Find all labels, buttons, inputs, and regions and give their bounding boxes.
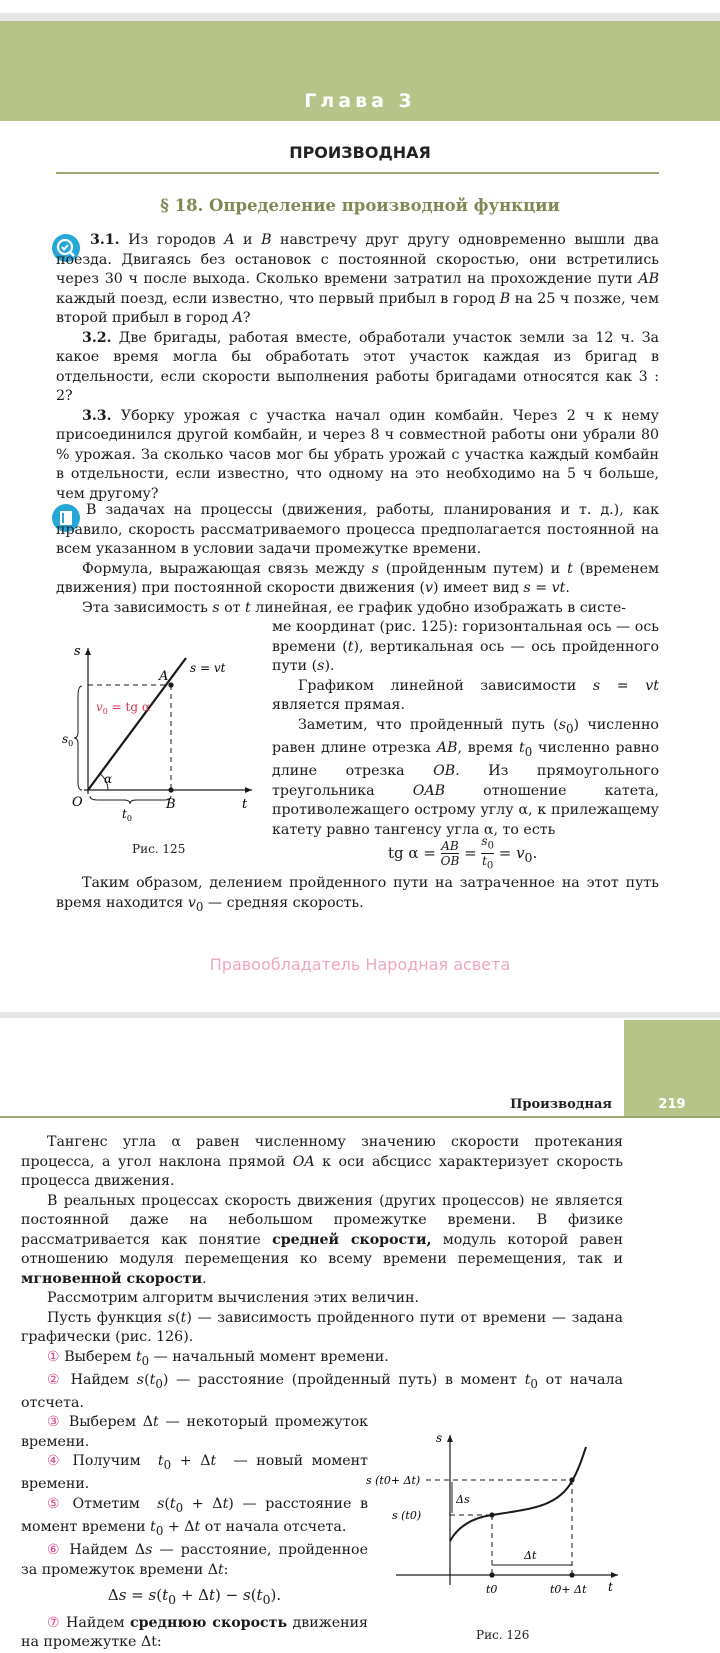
- page-number: 219: [658, 1097, 686, 1112]
- label-t0: t0: [486, 1583, 498, 1596]
- s0-brace: [74, 686, 82, 790]
- label-st0dt: s (t0+ Δt): [366, 1474, 421, 1487]
- chapter-title: ПРОИЗВОДНАЯ: [289, 143, 431, 162]
- label-A: A: [159, 669, 169, 684]
- label-alpha: α: [104, 772, 113, 786]
- chapter-label: Глава 3: [304, 90, 416, 112]
- page2-p3: Рассмотрим алгоритм вычисления этих величин.: [47, 1290, 420, 1306]
- header-rule: [0, 1116, 720, 1118]
- theory-p3-start: Эта зависимость s от t линейная, ее график удобно изображать в систе-: [82, 599, 627, 616]
- t-axis-arrow: [245, 787, 252, 793]
- page-gap-top: [0, 13, 720, 21]
- page2-p1: Тангенс угла α равен численному значению скорости протекания процесса, а угол наклона прямой OA к оси абсцисс характеризует скорость процесса движения.: [21, 1134, 623, 1189]
- step-4: ④ Получим $t_0 + \Delta t$ — новый момент времени.: [21, 1453, 368, 1493]
- page-gap: [0, 1012, 720, 1018]
- page2-text: [21, 1133, 623, 1414]
- tangent-formula: tg α = $\frac{AB}{OB}$ = $\frac{s_0}{t_0}$ = $v_0$.: [388, 834, 538, 872]
- label-s: s: [74, 644, 81, 659]
- problem-3-2: 3.2. Две бригады, работая вместе, обработали участок земли за 12 ч. За какое время могла бы обработать этот участок каждая из бригад в отдельности, если скорости выполнения работы бригадами относятся как 3 : 2?: [56, 329, 659, 404]
- running-title: Производная: [510, 1097, 612, 1112]
- label-t: t: [242, 797, 248, 812]
- label-s: s: [436, 1431, 443, 1445]
- delta-s-formula: $\Delta s = s(t_0 + \Delta t) - s(t_0)$.: [107, 1586, 282, 1608]
- label-B: B: [166, 797, 176, 812]
- step-5: ⑤ Отметим $s(t_0 + \Delta t)$ — расстояние в момент времени $t_0 + \Delta t$ от начала отсчета.: [21, 1495, 368, 1538]
- t-axis-arrow: [611, 1572, 618, 1578]
- page2-p2: В реальных процессах скорость движения (других процессов) не является постоянной даже на небольшом промежутке времени. В физике рассматривается как понятие средней скорости, модуль которой равен отношению модуля перемещения ко всему времени перемещения, так и мгновенной скорости.: [21, 1192, 623, 1287]
- theory-p5: Заметим, что пройденный путь $(s_0)$ численно равен длине отрезка AB, время $t_0$ численно равно длине отрезка OB. Из прямоугольного треугольника OAB отношение катета, противолежащего острому углу α, к прилежащему катету равно тангенсу угла α, то есть: [272, 716, 659, 838]
- fig125-caption: Рис. 125: [132, 842, 186, 856]
- problem-3-3: 3.3. Уборку урожая с участка начал один комбайн. Через 2 ч к нему присоединился другой комбайн, и через 8 ч совместной работы они убрали 80 % урожая. За сколько часов мог бы убрать урожай с участка каждый комбайн в отдельности, если известно, что одному на это необходимо на 5 ч больше, чем другому?: [56, 407, 659, 502]
- point-st0dt: [569, 1477, 574, 1482]
- s-axis-arrow: [447, 1435, 453, 1442]
- problems-block: [56, 231, 659, 504]
- label-s0: $s_0$: [62, 732, 74, 748]
- section-title: § 18. Определение производной функции: [160, 196, 560, 215]
- label-line: s = vt: [190, 661, 226, 675]
- point-t0dt: [569, 1572, 574, 1577]
- label-v0-tga: $v_0$ = tg α: [96, 700, 150, 716]
- problem-3-1: 3.1. Из городов A и B навстречу друг другу одновременно вышли два поезда. Двигаясь без остановок с постоянной скоростью, они встретились через 30 ч после выхода. Сколько времени затратил на прохождение пути AB каждый поезд, если известно, что первый прибыл в город B на 25 ч позже, чем второй прибыл в город A?: [56, 232, 659, 326]
- figure-125: [56, 640, 256, 823]
- step-1: ① Выберем $t_0$ — начальный момент времени.: [47, 1348, 389, 1368]
- theory-p1: В задачах на процессы (движения, работы, планирования и т. д.), как правило, скорость рассматриваемого процесса предполагается постоянной на всем указанном в условии задачи промежутке времени.: [56, 502, 659, 557]
- t0-brace: [90, 796, 171, 804]
- theory-p3-rest: ме координат (рис. 125): горизонтальная ось — ось времени (t), вертикальная ось — ось пройденного пути (s).: [272, 619, 659, 674]
- top-margin: [0, 0, 720, 10]
- step-6: ⑥ Найдем Δs — расстояние, пройденное за промежуток времени Δt:: [21, 1542, 368, 1578]
- theory-block-1: [56, 501, 659, 618]
- step-3: ③ Выберем Δt — некоторый промежуток времени.: [21, 1414, 368, 1450]
- point-B: [168, 787, 173, 792]
- label-O: O: [72, 795, 83, 810]
- step-2: ② Найдем $s(t_0)$ — расстояние (пройденный путь) в момент $t_0$ от начала отсчета.: [21, 1371, 623, 1412]
- theory-p6: Таким образом, делением пройденного пути на затраченное на этот путь время находится $v_0$ — средняя скорость.: [56, 875, 659, 914]
- label-ds: Δs: [456, 1493, 470, 1506]
- label-dt: Δt: [524, 1549, 537, 1562]
- page2-p4: Пусть функция s(t) — зависимость пройденного пути от времени — задана графически (рис. 126).: [21, 1309, 623, 1345]
- step-7: ⑦ Найдем среднюю скорость движения на промежутке Δt:: [21, 1614, 368, 1651]
- theory-p4: Графиком линейной зависимости s = vt является прямая.: [272, 677, 659, 713]
- chapter-rule: [56, 172, 659, 174]
- page2-steps: [21, 1413, 368, 1653]
- theory-p2: Формула, выражающая связь между s (пройденным путем) и t (временем движения) при постоянной скорости движения (v) имеет вид s = vt.: [56, 560, 659, 596]
- curve-s-of-t: [450, 1447, 586, 1541]
- fig126-caption: Рис. 126: [476, 1628, 530, 1642]
- label-t0: $t_0$: [122, 807, 132, 823]
- watermark: Правообладатель Народная асвета: [209, 955, 511, 974]
- theory-block-2: [272, 618, 659, 840]
- s-axis-arrow: [85, 648, 91, 655]
- point-st0: [489, 1512, 494, 1517]
- figure-126: [366, 1425, 625, 1625]
- label-t0dt: t0+ Δt: [550, 1583, 587, 1596]
- point-A: [168, 682, 173, 687]
- label-st0: s (t0): [392, 1509, 422, 1522]
- point-t0: [489, 1572, 494, 1577]
- label-t: t: [608, 1580, 613, 1594]
